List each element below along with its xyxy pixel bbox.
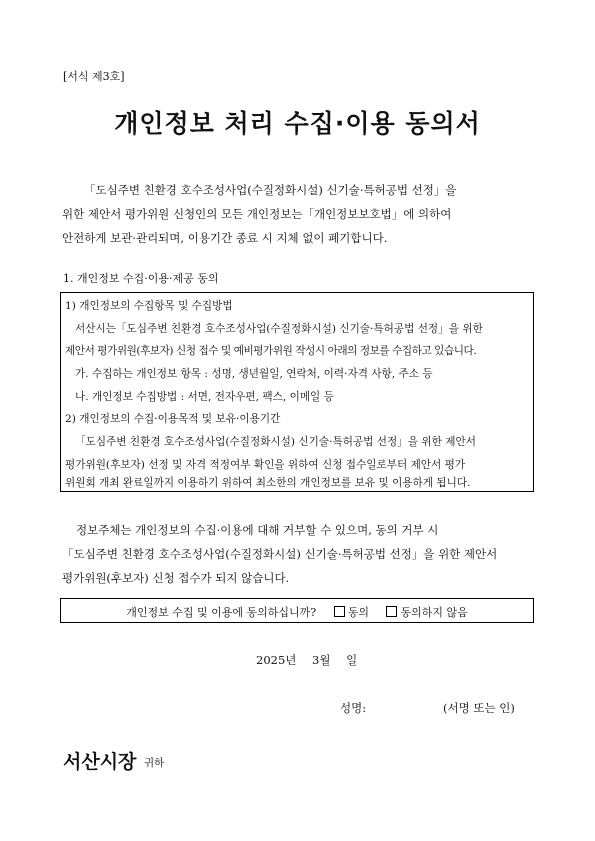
date-line <box>256 652 357 668</box>
notice-line-3: 평가위원(후보자) 신청 접수가 되지 않습니다. <box>62 571 290 585</box>
item2-heading: 2) 개인정보의 수집·이용목적 및 보유·이용기간 <box>65 413 281 425</box>
agree-label: 동의 <box>347 606 369 619</box>
intro-line-1: 「도심주변 친환경 호수조성사업(수질정화시설) 신기술·특허공법 선정」을 <box>84 183 457 197</box>
item1-text-line-2: 제안서 평가위원(후보자) 신청 접수 및 예비평가위원 작성시 아래의 정보를 수집하고 있습니다. <box>65 345 477 357</box>
form-number: [서식 제3호] <box>63 70 125 83</box>
recipient-suffix: 귀하 <box>144 757 165 769</box>
intro-line-3: 안전하게 보관·관리되며, 이용기간 종료 시 지체 없이 폐기합니다. <box>62 231 388 245</box>
section-title: 1. 개인정보 수집·이용·제공 동의 <box>63 272 219 285</box>
disagree-label: 동의하지 않음 <box>400 606 468 619</box>
consent-question: 개인정보 수집 및 이용에 동의하십니까? <box>126 606 317 619</box>
signature-name-label: 성명: <box>340 701 367 715</box>
item2-text-line-3: 위원회 개최 완료일까지 이용하기 위하여 최소한의 개인정보를 보유 및 이용하게 됩니다. <box>65 477 471 489</box>
refusal-notice <box>62 518 538 590</box>
notice-line-1: 정보주체는 개인정보의 수집·이용에 대해 거부할 수 있으며, 동의 거부 시 <box>76 523 439 537</box>
date-day: 일 <box>346 653 358 667</box>
date-month: 3월 <box>312 653 331 667</box>
consent-details-box <box>60 292 534 492</box>
consent-question-box <box>60 598 534 623</box>
item2-text-line-2: 평가위원(후보자) 선정 및 자격 적정여부 확인을 위하여 신청 접수일로부터 제안서 평가 <box>65 459 466 471</box>
item2-text-line-1: 「도심주변 친환경 호수조성사업(수질정화시설) 신기술·특허공법 선정」을 위한 제안서 <box>75 436 476 448</box>
disagree-checkbox[interactable] <box>386 606 397 617</box>
intro-paragraph <box>62 178 538 250</box>
item1-text-line-1: 서산시는「도심주변 친환경 호수조성사업(수질정화시설) 신기술·특허공법 선정」을 위한 <box>75 323 483 335</box>
intro-line-2: 위한 제안서 평가위원 신청인의 모든 개인정보는「개인정보보호법」에 의하여 <box>62 207 452 221</box>
item1-sub-a: 가. 수집하는 개인정보 항목 : 성명, 생년월일, 연락처, 이력·자격 사항, 주소 등 <box>75 368 433 380</box>
date-year: 2025년 <box>256 653 297 667</box>
item1-sub-b: 나. 개인정보 수집방법 : 서면, 전자우편, 팩스, 이메일 등 <box>75 391 334 403</box>
page-title: 개인정보 처리 수집·이용 동의서 <box>114 109 481 138</box>
signature-note: (서명 또는 인) <box>443 701 515 715</box>
notice-line-2: 「도심주변 친환경 호수조성사업(수질정화시설) 신기술·특허공법 선정」을 위한 제안서 <box>62 547 498 561</box>
agree-checkbox[interactable] <box>334 606 345 617</box>
recipient-name: 서산시장 <box>63 751 137 773</box>
item1-heading: 1) 개인정보의 수집항목 및 수집방법 <box>65 300 233 312</box>
